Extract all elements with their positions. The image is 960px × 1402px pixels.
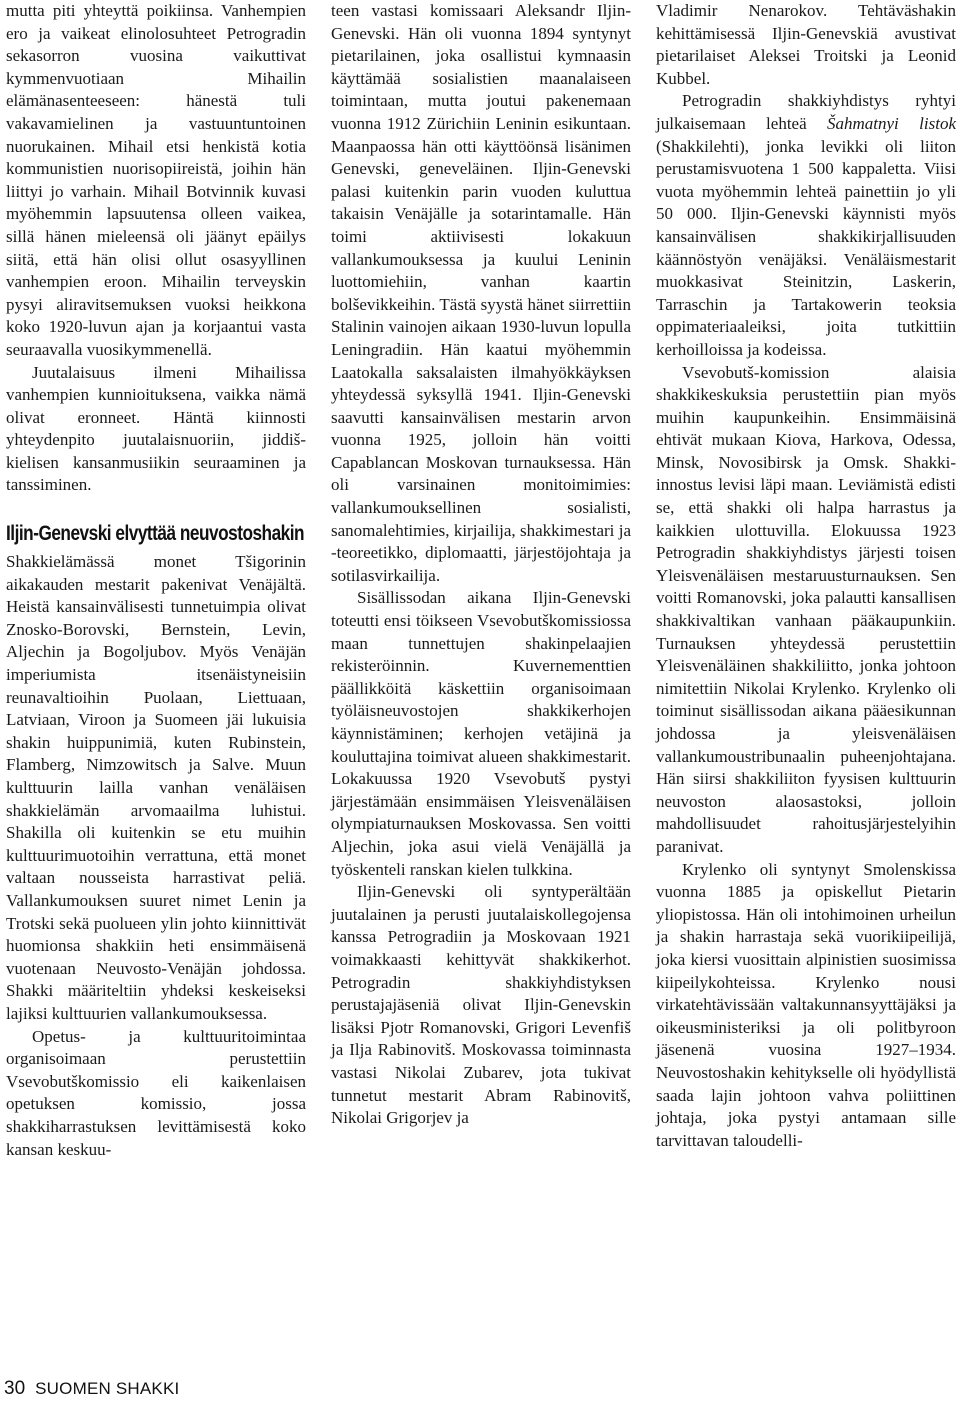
paragraph: teen vastasi komissaari Aleksandr Iljin-Genevski. Hän oli vuonna 1894 syntynyt pietarilainen, joka osallistui kymnaasin käyttämää sosialistien maanalaiseen toimintaan, mutta joutui pakenemaan vuonna 1912 Zürichiin Leninin esikuntaan. Maanpaossa hän otti käyttöönsä lisänimen Genevski, geneveläinen. Iljin-Genevski palasi kuitenkin parin vuoden kuluttua takaisin Venäjälle ja sotarintamalle. Hän toimi aktiivisesti lokakuun vallankumouksessa ja kuului Leninin luottomiehiin, vanhan kaartin bolševikkeihin. Tästä syystä hänet siirrettiin Stalinin vainojen aikaan 1930-luvun lopulla Leningradiin. Hän kaatui myöhemmin Laatokalla saksalaisten ilmahyökkäyksen yhteydessä syksyllä 1941. Iljin-Genevski saavutti kansainvälisen mestarin arvon vuonna 1925, jolloin hän voitti Capablancan Moskovan turnauksessa. Hän oli varsinainen monitoimimies: vallankumouksellinen sosialisti, sanomalehtimies, kirjailija, shakkimestari ja -teoreetikko, diplomaatti, järjestöjohtaja ja sotilasvirkailija. xyxy=(331,1,631,585)
publication-title: Šahmatnyi listok xyxy=(827,113,956,133)
column-1 xyxy=(6,0,306,1161)
text-run: (Shakkilehti), jonka levikki oli liiton perustamisvuotena 1 500 kappaletta. Viisi vuota myöhemmin lehteä painettiin jo yli 50 000. Iljin-Genevski käynnisti myös kansainvälisen shakkikirjallisuuden käännöstyön venäjäksi. Venäläismestarit muokkasivat Steinitzin, Laskerin, Tarraschin ja Tartakowerin teoksia oppimateriaaleiksi, joita tutkittiin kerhoilloissa ja kodeissa. xyxy=(656,136,956,359)
text-run: Petrogradin shakkiyhdistys ryhtyi julkaisemaan lehteä xyxy=(656,91,956,133)
section-heading: Iljin-Genevski elvyttää neuvostoshakin xyxy=(6,522,305,546)
paragraph: Sisällissodan aikana Iljin-Genevski toteutti ensi töikseen Vsevobutškomissiossa maan tunnettujen shakinpelaajien rekisteröinnin. Kuvernementtien päällikköitä käskettiin organisoimaan työläisneuvostojen shakkikerhojen käynnistäminen; kerhojen vetäjinä ja kouluttajina toimivat alueen shakkimestarit. Lokakuussa 1920 Vsevobutš pystyi järjestämään ensimmäisen Yleisvenäläisen olympiaturnauksen Moskovassa. Sen voitti Aljechin, joka asui vielä Venäjällä ja työskenteli ranskan kielen tulkkina. xyxy=(331,588,631,879)
column-2 xyxy=(331,0,631,1130)
paragraph: Opetus- ja kulttuuritoimintaa organisoimaan perustettiin Vsevobutškomissio eli kaikenlaisen opetuksen komissio, jossa shakkiharrastuksen levittämisestä koko kansan keskuu- xyxy=(6,1026,306,1159)
paragraph: Shakkielämässä monet Tšigorinin aikakauden mestarit pakenivat Venäjältä. Heistä kansainvälisesti tunnetuimpia olivat Znosko-Borovski, Bernstein, Levin, Aljechin ja Bogoljubov. Myös Venäjän imperiumista itsenäistyneisiin reunavaltioihin Puolaan, Liettuaan, Latviaan, Viroon ja Suomeen jäi lukuisia shakin huippunimiä, kuten Rubinstein, Flamberg, Nimzowitsch ja Salve. Muun kulttuurin lailla vanhan venäläisen shakkielämän arvomaailma luhistui. Shakilla oli kuitenkin se etu muihin kulttuurimuotoihin verrattuna, että monet valtaan nousseista harrastivat peliä. Vallankumouksen suuret nimet Lenin ja Trotski sekä puolueen ylin johto kiinnittivät huomionsa shakkiin heti ensimmäisenä vuotenaan Neuvosto-Venäjän johdossa. Shakki määriteltiin yhdeksi keskeiseksi lajiksi kulttuurien vallankumouksessa. xyxy=(6,552,306,1023)
paragraph: mutta piti yhteyttä poikiinsa. Vanhempien ero ja vaikeat elinolosuhteet Petrogradin sekasorron vuosina vaikuttivat kymmenvuotiaan Mihailin elämänasenteeseen: hänestä tuli vakavamielinen ja vastuuntuntoinen nuorukainen. Mihail etsi henkistä kotia kommunistien nuorisopiireistä, joihin hän liittyi jo varhain. Mihail Botvinnik kuvasi myöhemmin lapsuutensa olleen vaikea, sillä hänen mieleensä oli jäänyt epäilys siitä, että hän olisi ollut osasyyllinen vanhempien eroon. Mihailin terveyskin pysyi aliravitsemuksen vuoksi heikkona koko 1920-luvun ajan ja korjaantui vasta seuraavalla vuosikymmenellä. xyxy=(6,1,306,359)
page-footer xyxy=(4,1378,179,1400)
paragraph xyxy=(656,90,956,361)
magazine-name: SUOMEN SHAKKI xyxy=(35,1379,180,1398)
page-number: 30 xyxy=(4,1378,26,1399)
paragraph: Iljin-Genevski oli syntyperältään juutalainen ja perusti juutalaiskollegojensa kanssa Petrogradiin ja Moskovaan 1921 voimakkaasti kehittyvät shakkikerhot. Petrogradin shakkiyhdistyksen perustajajäseniä olivat Iljin-Genevskin lisäksi Pjotr Romanovski, Grigori Levenfiš ja Ilja Rabinovitš. Moskovassa toiminnasta vastasi Nikolai Zubarev, jota tukivat tunnetut mestarit Abram Rabinovitš, Nikolai Grigorjev ja xyxy=(331,882,631,1128)
paragraph: Krylenko oli syntynyt Smolenskissa vuonna 1885 ja opiskellut Pietarin yliopistossa. Hän oli intohimoinen urheilun ja shakin harrastaja sekä vuorikiipeilijä, joka kiersi vuosittain alpinistien suosimissa kiipeilykohteissa. Krylenko nousi virkatehtävissään valtakunnansyyttäjäksi ja oikeusministeriksi ja oli politbyroon jäsenenä vuosina 1927–1934. Neuvostoshakin kehitykselle oli hyödyllistä saada lajin johtoon vahva poliittinen johtaja, joka pystyi antamaan sille tarvittavan taloudelli- xyxy=(656,859,956,1150)
paragraph: Vsevobutš-komission alaisia shakkikeskuksia perustettiin pian myös muihin kaupunkeihin. Ensimmäisinä ehtivät mukaan Kiova, Harkova, Odessa, Minsk, Novosibirsk ja Omsk. Shakki-innostus levisi läpi maan. Leviämistä edisti se, että shakki oli halpa harrastus ja kaikkien ulottuvilla. Elokuussa 1923 Petrogradin shakkiyhdistys järjesti toisen Yleisvenäläisen mestaruusturnauksen. Sen voitti Romanovski, joka palautti kansallisen shakkivaltikan vanhaan pääkaupunkiin. Turnauksen yhteydessä perustettiin Yleisvenäläinen shakkiliitto, jonka johtoon nimitettiin Nikolai Krylenko. Krylenko oli toiminut sisällissodan aikana pääesikunnan johdossa ja yleisvenäläisen vallankumoustribunaalin puheenjohtajana. Hän siirsi shakkiliiton fyysisen kulttuurin neuvoston alaosastoksi, jolloin mahdollisuudet rahoitusjärjestelyihin paranivat. xyxy=(656,362,956,856)
paragraph: Juutalaisuus ilmeni Mihailissa vanhempien kunnioituksena, vaikka nämä olivat eronneet. Häntä kiinnosti yhteydenpito juutalaisnuoriin, jiddiš-kielisen kansanmusiikin seuraaminen ja tanssiminen. xyxy=(6,362,306,495)
paragraph: Vladimir Nenarokov. Tehtäväshakin kehittämisessä Iljin-Genevskiä avustivat pietarilaiset Aleksei Troitski ja Leonid Kubbel. xyxy=(656,1,956,88)
column-3 xyxy=(656,0,956,1152)
